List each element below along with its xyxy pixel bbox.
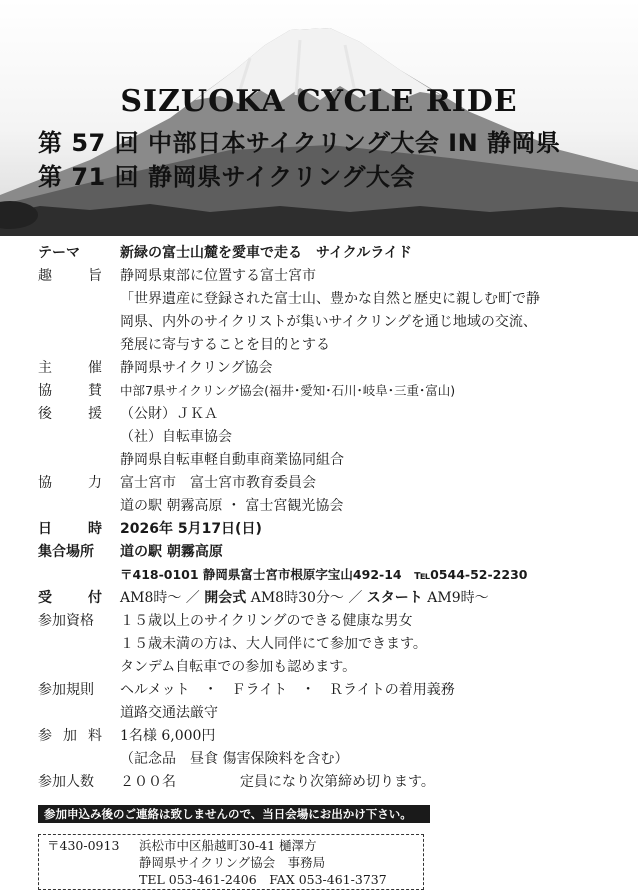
eligibility-line: １５歳未満の方は、大人同伴にて参加できます。 [120, 636, 427, 652]
opening-ceremony-label: 開会式 [204, 590, 247, 606]
contact-address: 浜松市中区船越町30-41 樋澤方 [139, 838, 317, 853]
notice-banner: 参加申込み後のご連絡は致しませんので、当日会場にお出かけ下さい。 [38, 805, 430, 823]
sponsor-label: 協 賛 [38, 383, 102, 399]
venue-label: 集合場所 [38, 544, 94, 560]
venue-row [0, 541, 638, 563]
event-title-shizuoka: 第 71 回 静岡県サイクリング大会 [38, 163, 415, 191]
sponsor-value: 中部7県サイクリング協会(福井･愛知･石川･岐阜･三重･富山) [120, 383, 456, 398]
cooperation-line: 富士宮市 富士宮市教育委員会 [120, 475, 316, 491]
purpose-line: 静岡県東部に位置する富士宮市 [120, 268, 316, 284]
backing-line: 静岡県自転車軽自動車商業協同組合 [120, 452, 344, 468]
contact-box [38, 834, 424, 890]
capacity-note: 定員になり次第締め切ります。 [240, 774, 435, 790]
cooperation-line: 道の駅 朝霧高原 ・ 富士宮観光協会 [120, 498, 344, 514]
cooperation-label: 協 力 [38, 475, 102, 491]
reception-label: 受 付 [38, 590, 102, 606]
backing-line: （社）自転車協会 [120, 429, 232, 445]
opening-time: AM8時30分～ ／ [250, 590, 363, 606]
event-title-chubu: 第 57 回 中部日本サイクリング大会 IN 静岡県 [38, 129, 561, 157]
host-value: 静岡県サイクリング協会 [120, 360, 273, 376]
backing-line: （公財）ＪＫＡ [120, 406, 218, 422]
contact-organization: 静岡県サイクリング協会 事務局 [139, 855, 326, 870]
sponsor-row [0, 380, 638, 402]
eligibility-label: 参加資格 [38, 613, 94, 629]
fee-label: 参 加 料 [38, 728, 102, 744]
cooperation-row [0, 472, 638, 494]
venue-address: 〒418-0101 静岡県富士宮市根原字宝山492-14 ℡0544-52-2230 [120, 567, 528, 582]
eligibility-row [0, 610, 638, 632]
eligibility-line: １５歳以上のサイクリングのできる健康な男女 [120, 613, 413, 629]
fee-note: （記念品 昼食 傷害保険料を含む） [120, 751, 349, 767]
contact-postal: 〒430-0913 [47, 838, 120, 853]
purpose-label: 趣 旨 [38, 268, 102, 284]
reception-time: AM8時～ ／ [120, 590, 200, 606]
host-label: 主 催 [38, 360, 102, 376]
venue-name: 道の駅 朝霧高原 [120, 544, 223, 560]
date-row [0, 518, 638, 540]
eligibility-line: タンデム自転車での参加も認めます。 [120, 659, 357, 675]
purpose-line: 発展に寄与することを目的とする [120, 337, 330, 353]
purpose-line: 岡県、内外のサイクリストが集いサイクリングを通じ地域の交流、 [120, 314, 537, 330]
host-row [0, 357, 638, 379]
start-time: AM9時～ [427, 590, 489, 606]
rules-label: 参加規則 [38, 682, 94, 698]
event-title-english: SIZUOKA CYCLE RIDE [120, 84, 518, 119]
theme-label: テーマ [38, 245, 80, 261]
theme-row [0, 242, 638, 264]
theme-value: 新緑の富士山麓を愛車で走る サイクルライド [120, 245, 412, 261]
fee-row [0, 725, 638, 747]
capacity-label: 参加人数 [38, 774, 94, 790]
reception-row [0, 587, 638, 609]
start-label: スタート [366, 590, 423, 606]
rules-line: ヘルメット ・ Ｆライト ・ Ｒライトの着用義務 [120, 682, 455, 698]
rules-row [0, 679, 638, 701]
backing-row [0, 403, 638, 425]
backing-label: 後 援 [38, 406, 102, 422]
capacity-row [0, 771, 638, 793]
date-label: 日 時 [38, 521, 102, 537]
header-banner [0, 0, 638, 236]
contact-phone-fax: TEL 053-461-2406 FAX 053-461-3737 [139, 872, 387, 887]
purpose-row [0, 265, 638, 287]
date-value: 2026年 5月17日(日) [120, 521, 262, 537]
rules-line: 道路交通法厳守 [120, 705, 218, 721]
capacity-value: ２００名 [120, 774, 176, 790]
fee-amount: 1名様 6,000円 [120, 728, 216, 744]
reception-schedule [120, 587, 489, 609]
purpose-line: 「世界遺産に登録された富士山、豊かな自然と歴史に親しむ町で静 [120, 291, 540, 307]
